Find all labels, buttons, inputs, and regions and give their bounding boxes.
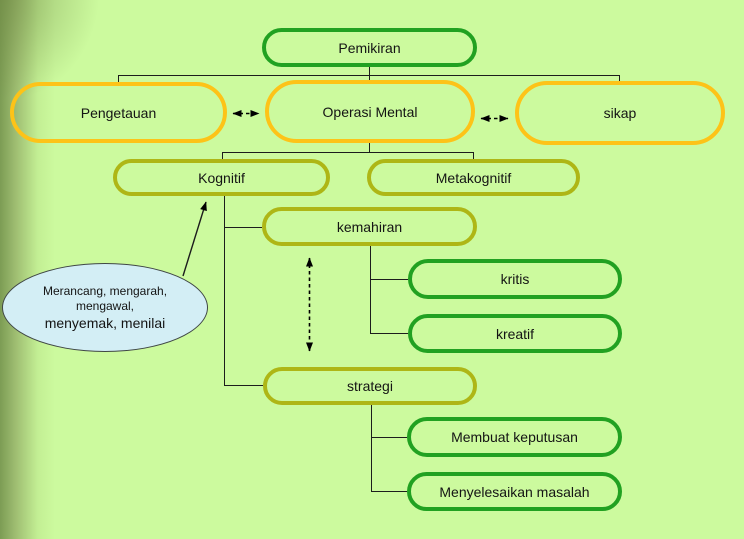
- node-pengetauan: [10, 82, 227, 143]
- node-kreatif: [408, 314, 622, 353]
- node-kognitif: [113, 159, 330, 196]
- node-membuat-keputusan-label: Membuat keputusan: [451, 429, 578, 445]
- node-metakognitif-label: Metakognitif: [435, 169, 512, 186]
- node-metakognitif: [367, 159, 580, 196]
- node-pemikiran-label: Pemikiran: [338, 39, 401, 56]
- node-strategi: [263, 367, 477, 405]
- node-sikap: [515, 81, 725, 145]
- node-kemahiran: [262, 207, 477, 246]
- node-pemikiran: [262, 28, 477, 67]
- node-sikap-label: sikap: [603, 105, 637, 121]
- node-strategi-label: strategi: [347, 378, 393, 394]
- node-operasi-mental-label: Operasi Mental: [322, 103, 418, 120]
- node-pengetauan-label: Pengetauan: [80, 104, 157, 121]
- node-membuat-keputusan: [407, 417, 622, 457]
- node-kreatif-label: kreatif: [495, 325, 535, 342]
- callout-ellipse: [2, 263, 208, 352]
- node-menyelesaikan-masalah-label: Menyelesaikan masalah: [439, 483, 590, 500]
- node-menyelesaikan-masalah: [407, 472, 622, 511]
- node-kritis: [408, 259, 622, 299]
- node-kognitif-label: Kognitif: [198, 169, 245, 186]
- callout-line2: mengawal,: [75, 298, 135, 313]
- node-kemahiran-label: kemahiran: [336, 218, 403, 235]
- callout-line1: Merancang, mengarah,: [42, 283, 168, 298]
- node-kritis-label: kritis: [500, 271, 530, 287]
- node-operasi-mental: [265, 80, 475, 143]
- arrow-callout-kognitif: [183, 202, 206, 276]
- callout-line3: menyemak, menilai: [44, 314, 166, 331]
